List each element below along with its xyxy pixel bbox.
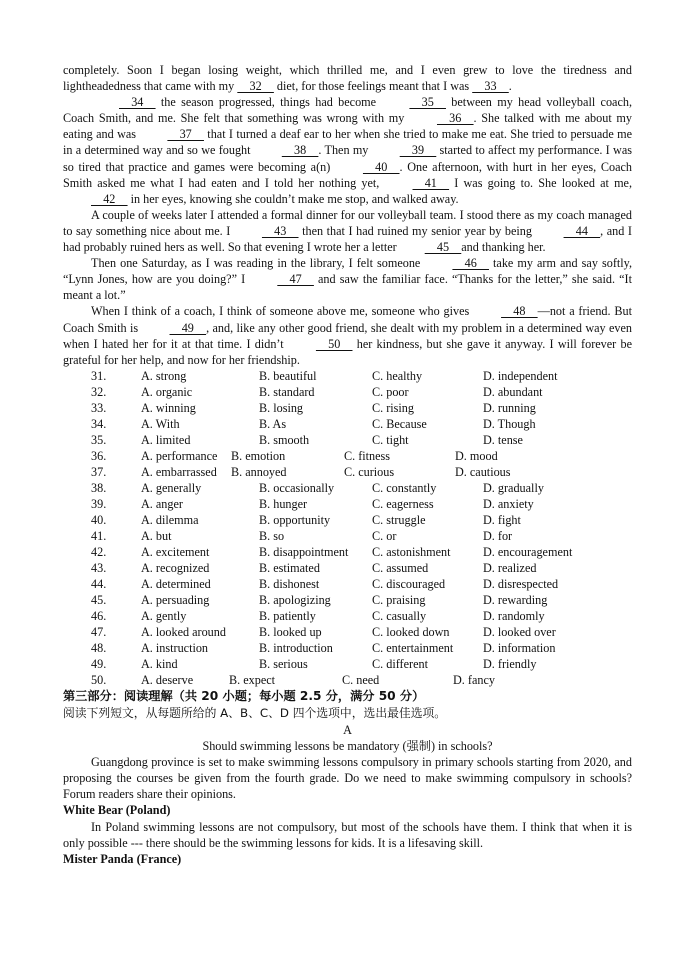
question-number: 48. (91, 640, 107, 655)
option-b: B. serious (259, 656, 308, 671)
option-b: B. opportunity (259, 512, 331, 527)
option-c: C. looked down (372, 624, 450, 639)
option-b: B. beautiful (259, 368, 317, 383)
option-b: B. disappointment (259, 544, 349, 559)
option-b: B. standard (259, 384, 315, 399)
option-a: A. kind (141, 656, 178, 671)
section-instructions: 阅读下列短文，从每题所给的 A、B、C、D 四个选项中，选出最佳选项。 (63, 705, 447, 720)
option-a: A. dilemma (141, 512, 199, 527)
option-row (63, 576, 632, 592)
option-c: C. rising (372, 400, 414, 415)
passage-letter: A (343, 722, 352, 737)
cloze-paragraph (63, 255, 632, 303)
cloze-options-list (63, 368, 632, 688)
passage-text: take my arm and say softly, “Lynn Jones, how are you doing?” I (63, 256, 632, 287)
passage-text: I was going to. She looked at me, (449, 175, 633, 190)
option-d: D. tense (483, 432, 523, 447)
option-b: B. dishonest (259, 576, 320, 591)
option-b: B. expect (229, 672, 276, 687)
option-b: B. emotion (231, 448, 286, 463)
option-d: D. abundant (483, 384, 543, 399)
option-d: D. disrespected (483, 576, 559, 591)
answer-blank: 40 (362, 159, 400, 174)
option-c: C. tight (372, 432, 409, 447)
option-row (63, 592, 632, 608)
passage-text: then that I had ruined my senior year by being (298, 223, 536, 238)
question-number: 40. (91, 512, 107, 527)
option-a: A. anger (141, 496, 183, 511)
option-row (63, 640, 632, 656)
passage-text: . One afternoon, with hurt in her eyes, Coach Smith asked me what I had eaten and I told her nothing yet, (63, 159, 632, 190)
answer-blank: 48 (501, 304, 538, 319)
option-d: D. rewarding (483, 592, 548, 607)
section-title: 第三部分：阅读理解（共 20 小题；每小题 2.5 分，满分 50 分） (63, 688, 425, 703)
cloze-paragraph (63, 94, 632, 207)
question-number: 45. (91, 592, 107, 607)
option-b: B. so (259, 528, 285, 543)
passage-text: —not a friend. But Coach Smith is (63, 304, 632, 335)
option-a: A. organic (141, 384, 193, 399)
option-row (63, 656, 632, 672)
answer-blank: 42 (91, 191, 128, 206)
option-b: B. patiently (259, 608, 316, 623)
option-b: B. apologizing (259, 592, 331, 607)
question-number: 38. (91, 480, 107, 495)
cloze-paragraph (63, 207, 632, 255)
option-c: C. entertainment (372, 640, 454, 655)
question-number: 46. (91, 608, 107, 623)
option-d: D. for (483, 528, 513, 543)
answer-blank: 32 (237, 79, 274, 94)
option-c: C. praising (372, 592, 426, 607)
option-a: A. limited (141, 432, 191, 447)
option-d: D. independent (483, 368, 558, 383)
passage-text: and saw the familiar face. “Thanks for the letter,” she said. “It meant a lot.” (63, 272, 632, 303)
question-number: 39. (91, 496, 107, 511)
answer-blank: 38 (281, 143, 319, 158)
option-b: B. As (259, 416, 287, 431)
question-number: 47. (91, 624, 107, 639)
option-d: D. mood (455, 448, 498, 463)
passage-text: . She talked with me about my eating and was (63, 111, 632, 142)
option-a: A. looked around (141, 624, 226, 639)
option-row (63, 528, 632, 544)
answer-blank: 37 (167, 127, 204, 142)
passage-text: A couple of weeks later I attended a formal dinner for our volleyball team. I stood there as my coach managed to say something nice about me. I (63, 207, 632, 238)
option-c: C. poor (372, 384, 409, 399)
option-b: B. hunger (259, 496, 308, 511)
passage-text: between my head volleyball coach, Coach Smith, and me. She felt that something was wrong with my (63, 95, 633, 126)
option-c: C. Because (372, 416, 427, 431)
option-b: B. smooth (259, 432, 310, 447)
option-b: B. annoyed (231, 464, 287, 479)
option-row (63, 608, 632, 624)
option-d: D. anxiety (483, 496, 534, 511)
option-a: A. With (141, 416, 180, 431)
option-d: D. information (483, 640, 556, 655)
option-c: C. curious (344, 464, 395, 479)
option-a: A. performance (141, 448, 218, 463)
option-a: A. generally (141, 480, 202, 495)
question-number: 32. (91, 384, 107, 399)
passage-text: . (508, 79, 512, 94)
option-d: D. realized (483, 560, 537, 575)
forum-speaker: Mister Panda (France) (63, 852, 182, 867)
answer-blank: 46 (452, 256, 489, 271)
answer-blank: 50 (315, 336, 353, 351)
passage-text: diet, for those feelings meant that I was (273, 79, 473, 94)
option-row (63, 512, 632, 528)
forum-opinion: In Poland swimming lessons are not compulsory, but most of the schools have them. I think that when it is only possible --- there should be the swimming lessons for kids. It is a lifesaving skill. (63, 820, 632, 851)
passage-text: , and, like any other good friend, she dealt with my problem in a determined way even when I hated her for it at that time. I didn’t (63, 320, 632, 351)
question-number: 37. (91, 464, 107, 479)
passage-text: her kindness, but she gave it anyway. I will forever be grateful for her help, and now for her friendship. (63, 336, 632, 367)
option-d: D. gradually (483, 480, 544, 495)
option-b: B. estimated (259, 560, 320, 575)
passage-text: Then one Saturday, as I was reading in the library, I felt someone (91, 256, 425, 271)
answer-blank: 33 (472, 79, 509, 94)
question-number: 36. (91, 448, 107, 463)
question-number: 34. (91, 416, 107, 431)
cloze-paragraph (63, 62, 632, 94)
option-row (63, 480, 632, 496)
reading-section (63, 688, 632, 869)
option-d: D. randomly (483, 608, 545, 623)
option-b: B. occasionally (259, 480, 335, 495)
passage-text: in her eyes, knowing she couldn’t make me stop, and walked away. (127, 191, 459, 206)
question-number: 35. (91, 432, 107, 447)
option-c: C. casually (372, 608, 427, 623)
option-c: C. different (372, 656, 428, 671)
answer-blank: 39 (399, 143, 437, 158)
question-number: 31. (91, 368, 107, 383)
passage-text: completely. Soon I began losing weight, which thrilled me, and I even grew to love the tiredness and lightheadedness that came with my (63, 63, 632, 94)
passage-text: started to affect my performance. I was so tired that practice and games were becoming a(n) (63, 143, 632, 174)
option-d: D. looked over (483, 624, 556, 639)
cloze-paragraph (63, 303, 632, 367)
option-c: C. assumed (372, 560, 429, 575)
answer-blank: 43 (261, 223, 299, 238)
question-number: 42. (91, 544, 107, 559)
option-c: C. discouraged (372, 576, 446, 591)
option-c: C. eagerness (372, 496, 434, 511)
option-row (63, 400, 632, 416)
answer-blank: 44 (563, 223, 601, 238)
option-row (63, 496, 632, 512)
option-row (63, 368, 632, 384)
answer-blank: 41 (412, 175, 450, 190)
answer-blank: 49 (169, 320, 207, 335)
option-d: D. fight (483, 512, 521, 527)
question-number: 44. (91, 576, 107, 591)
answer-blank: 35 (409, 95, 446, 110)
passage-text: that I turned a deaf ear to her when she tried to make me eat. She tried to persuade me in a determined way and so we fought (63, 127, 632, 158)
option-a: A. but (141, 528, 172, 543)
answer-blank: 34 (119, 95, 156, 110)
option-row (63, 384, 632, 400)
option-row (63, 432, 632, 448)
option-row (63, 624, 632, 640)
option-b: B. looked up (259, 624, 322, 639)
option-d: D. fancy (453, 672, 495, 687)
option-b: B. introduction (259, 640, 333, 655)
option-c: C. astonishment (372, 544, 451, 559)
passage-text: the season progressed, things had become (155, 95, 382, 110)
option-a: A. recognized (141, 560, 210, 575)
option-b: B. losing (259, 400, 304, 415)
passage-text: When I think of a coach, I think of someone above me, someone who gives (91, 304, 474, 319)
forum-speaker: White Bear (Poland) (63, 803, 171, 818)
option-a: A. persuading (141, 592, 210, 607)
option-c: C. struggle (372, 512, 426, 527)
option-c: C. constantly (372, 480, 437, 495)
answer-blank: 47 (277, 272, 314, 287)
option-c: C. need (342, 672, 380, 687)
cloze-passage (63, 62, 632, 368)
question-number: 41. (91, 528, 107, 543)
option-a: A. gently (141, 608, 187, 623)
option-row (63, 464, 632, 480)
option-a: A. instruction (141, 640, 209, 655)
option-a: A. winning (141, 400, 196, 415)
question-number: 43. (91, 560, 107, 575)
passage-text: . Then my (318, 143, 372, 158)
option-d: D. cautious (455, 464, 511, 479)
option-c: C. fitness (344, 448, 391, 463)
option-a: A. determined (141, 576, 211, 591)
passage-title: Should swimming lessons be mandatory (强制) in schools? (202, 738, 493, 753)
option-row (63, 416, 632, 432)
option-row (63, 560, 632, 576)
option-row (63, 544, 632, 560)
passage-intro: Guangdong province is set to make swimming lessons compulsory in primary schools starting from 2020, and proposing the courses be given from the fourth grade. Do we need to make swimming compulsory in schools? Forum readers share their opinions. (63, 754, 632, 802)
passage-text: , and I had probably ruined hers as well. So that evening I wrote her a letter (63, 223, 632, 255)
answer-blank: 45 (424, 240, 462, 255)
option-a: A. strong (141, 368, 187, 383)
passage-text: and thanking her. (461, 240, 546, 255)
option-row (63, 448, 632, 464)
option-d: D. Though (483, 416, 536, 431)
question-number: 50. (91, 672, 107, 687)
option-a: A. deserve (141, 672, 194, 687)
question-number: 33. (91, 400, 107, 415)
option-d: D. encouragement (483, 544, 573, 559)
option-c: C. healthy (372, 368, 423, 383)
option-d: D. running (483, 400, 536, 415)
option-d: D. friendly (483, 656, 537, 671)
option-a: A. embarrassed (141, 464, 217, 479)
option-c: C. or (372, 528, 397, 543)
option-row (63, 672, 632, 688)
answer-blank: 36 (436, 111, 474, 126)
question-number: 49. (91, 656, 107, 671)
option-a: A. excitement (141, 544, 210, 559)
